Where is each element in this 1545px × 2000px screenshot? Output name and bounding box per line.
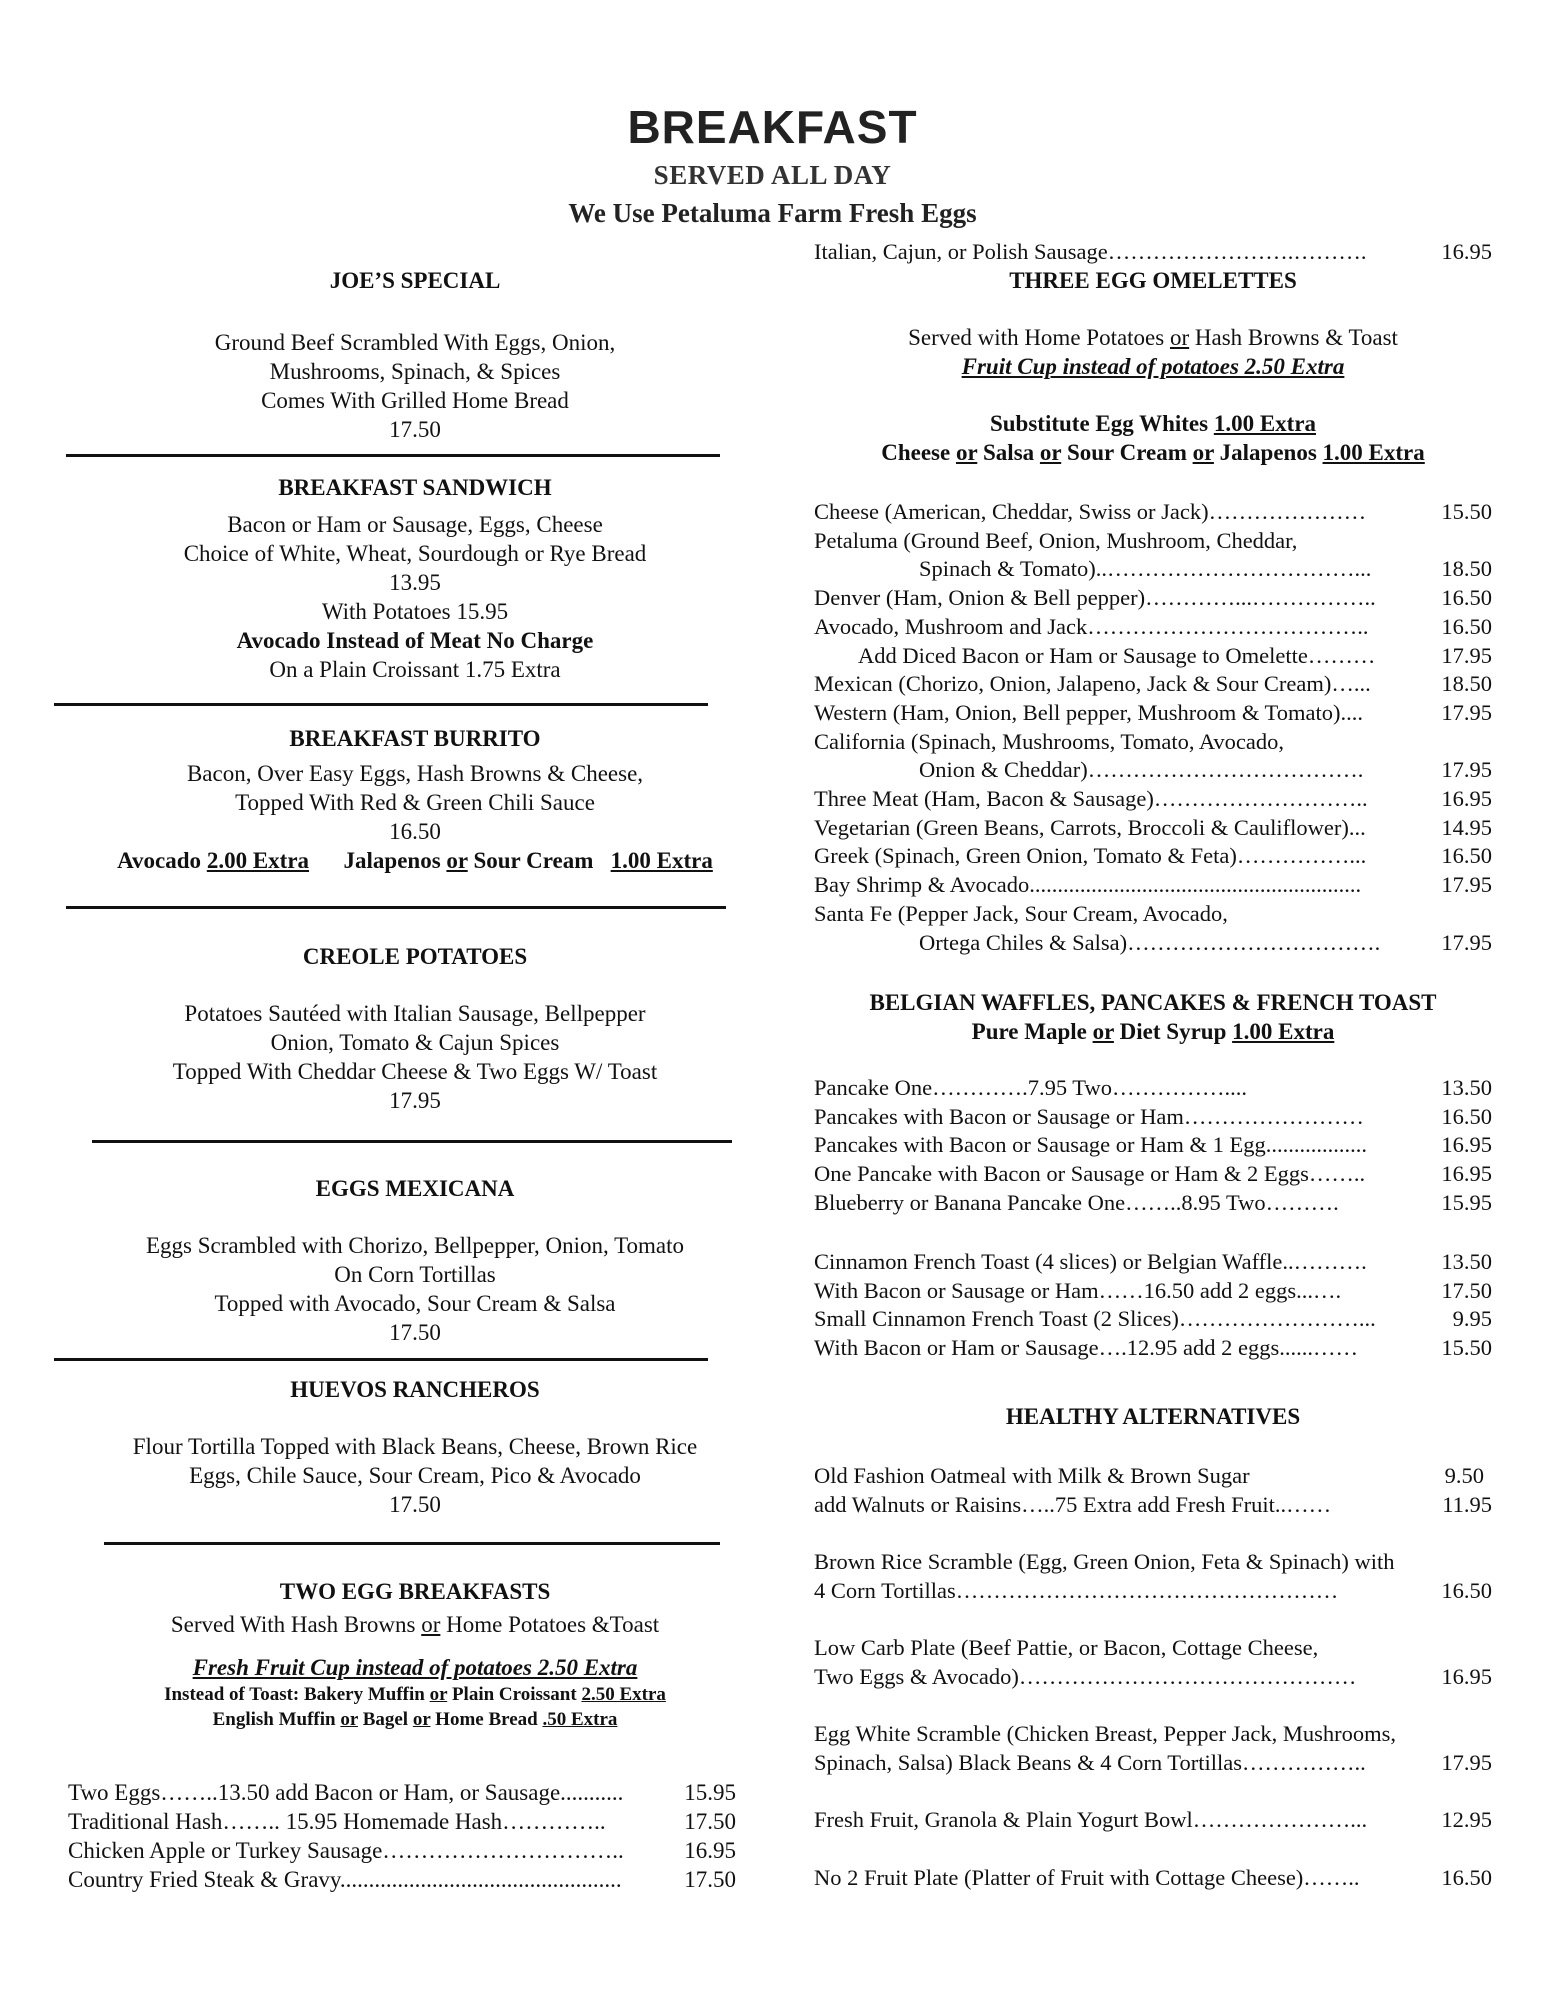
sausage-line (814, 238, 1492, 267)
menu-line: Italian, Cajun, or Polish Sausage…………………….………. 16.95 (814, 239, 1492, 264)
menu-line: California (Spinach, Mushrooms, Tomato, Avocado, (814, 728, 1285, 754)
breakfast-sandwich-section (0, 473, 830, 684)
menu-line: Onion & Cheddar)………………………………. 17.95 (919, 757, 1492, 783)
healthy-list-5 (814, 1806, 1492, 1835)
egg-whites-note: Substitute Egg Whites 1.00 Extra (989, 411, 1317, 436)
menu-line: Two Eggs & Avocado)……………………………………… 16.95 (814, 1663, 1492, 1689)
item-desc: Onion, Tomato & Cajun Spices (270, 1030, 560, 1055)
menu-line: Cinnamon French Toast (4 slices) or Belgian Waffle..………. 13.50 (814, 1249, 1492, 1274)
section-title: BREAKFAST SANDWICH (278, 475, 552, 500)
menu-line: Small Cinnamon French Toast (2 Slices)……………………... 9.95 (814, 1306, 1492, 1332)
item-desc: Choice of White, Wheat, Sourdough or Rye Bread (183, 541, 647, 566)
two-egg-section (0, 1577, 830, 1732)
two-egg-list (68, 1778, 736, 1894)
menu-line: 4 Corn Tortillas…………………………………………… 16.50 (814, 1577, 1492, 1603)
menu-line: One Pancake with Bacon or Sausage or Ham & 2 Eggs…….. 16.95 (814, 1161, 1492, 1187)
french-toast-list (814, 1248, 1492, 1363)
item-price: 17.95 (389, 1088, 441, 1113)
item-desc: On Corn Tortillas (334, 1262, 496, 1287)
item-price: 17.50 (389, 1492, 441, 1517)
menu-line: With Bacon or Sausage or Ham……16.50 add 2 eggs...…. 17.50 (814, 1277, 1492, 1303)
menu-title: BREAKFAST (627, 101, 918, 153)
healthy-header (814, 1402, 1492, 1431)
item-desc: Bacon, Over Easy Eggs, Hash Browns & Cheese, (186, 761, 644, 786)
breakfast-burrito-section (0, 724, 830, 875)
section-title: HUEVOS RANCHEROS (290, 1377, 540, 1402)
menu-line: Avocado, Mushroom and Jack……………………………….. 16.50 (814, 613, 1492, 639)
creole-potatoes-section (0, 942, 830, 1115)
divider (66, 906, 726, 909)
item-desc: Comes With Grilled Home Bread (261, 388, 569, 413)
healthy-list-3 (814, 1634, 1492, 1691)
section-title: CREOLE POTATOES (302, 944, 528, 969)
item-option: On a Plain Croissant 1.75 Extra (269, 657, 561, 682)
menu-line: Blueberry or Banana Pancake One……..8.95 Two………. 15.95 (814, 1189, 1492, 1215)
healthy-list-1 (814, 1462, 1492, 1519)
healthy-list-6 (814, 1864, 1492, 1893)
divider (54, 1358, 708, 1361)
divider (66, 454, 720, 457)
omelette-served: Served with Home Potatoes or Hash Browns & Toast (908, 325, 1398, 350)
menu-line: Spinach & Tomato)..……………………………... 18.50 (919, 556, 1492, 582)
item-price: 17.50 (389, 1320, 441, 1345)
menu-line: Old Fashion Oatmeal with Milk & Brown Sugar 9.50 (814, 1463, 1484, 1488)
item-desc: Topped With Red & Green Chili Sauce (235, 790, 595, 815)
menu-line: Brown Rice Scramble (Egg, Green Onion, Feta & Spinach) with (814, 1549, 1395, 1574)
eggs-mexicana-section (0, 1174, 830, 1347)
item-desc: Mushrooms, Spinach, & Spices (269, 359, 561, 384)
section-title: JOE’S SPECIAL (329, 268, 501, 293)
syrup-note: Pure Maple or Diet Syrup 1.00 Extra (971, 1019, 1335, 1044)
muffin-note: English Muffin or Bagel or Home Bread .50 Extra (212, 1709, 618, 1730)
section-title: BREAKFAST BURRITO (289, 726, 541, 751)
section-title: HEALTHY ALTERNATIVES (1005, 1404, 1301, 1429)
menu-line: With Bacon or Ham or Sausage….12.95 add 2 eggs......…… 15.50 (814, 1335, 1492, 1361)
divider (54, 703, 708, 706)
item-price: 13.95 (389, 570, 441, 595)
item-desc: Flour Tortilla Topped with Black Beans, Cheese, Brown Rice (132, 1434, 698, 1459)
item-desc: Bacon or Ham or Sausage, Eggs, Cheese (227, 512, 603, 537)
menu-line: Add Diced Bacon or Ham or Sausage to Omelette……… 17.95 (858, 642, 1492, 668)
section-title: BELGIAN WAFFLES, PANCAKES & FRENCH TOAST (869, 990, 1437, 1015)
menu-line: No 2 Fruit Plate (Platter of Fruit with Cottage Cheese)…….. 16.50 (814, 1865, 1492, 1890)
item-desc: Potatoes Sautéed with Italian Sausage, Bellpepper (184, 1001, 646, 1026)
menu-line: Fresh Fruit, Granola & Plain Yogurt Bowl…………………... 12.95 (814, 1807, 1492, 1832)
menu-line: Low Carb Plate (Beef Pattie, or Bacon, Cottage Cheese, (814, 1635, 1319, 1660)
burrito-extras: Avocado 2.00 Extra Jalapenos or Sour Cream 1.00 Extra (117, 848, 713, 873)
section-title: THREE EGG OMELETTES (1009, 268, 1297, 293)
item-option: With Potatoes 15.95 (321, 599, 509, 624)
item-desc: Topped with Avocado, Sour Cream & Salsa (214, 1291, 616, 1316)
eggs-note: We Use Petaluma Farm Fresh Eggs (568, 198, 977, 228)
menu-line: Pancakes with Bacon or Sausage or Ham & 1 Egg.................. 16.95 (814, 1132, 1492, 1158)
item-price: 17.50 (389, 417, 441, 442)
menu-line: Ortega Chiles & Salsa)……………………………. 17.95 (919, 929, 1492, 955)
menu-line: Cheese (American, Cheddar, Swiss or Jack)………………… 15.50 (814, 499, 1492, 524)
menu-line: Pancakes with Bacon or Sausage or Ham…………………… 16.50 (814, 1103, 1492, 1129)
item-desc: Ground Beef Scrambled With Eggs, Onion, (214, 330, 616, 355)
waffles-header (814, 988, 1492, 1046)
healthy-list-4 (814, 1720, 1492, 1777)
item-price: 16.50 (389, 819, 441, 844)
menu-line: Petaluma (Ground Beef, Onion, Mushroom, Cheddar, (814, 527, 1298, 553)
menu-subtitle: SERVED ALL DAY (653, 160, 892, 190)
fruit-cup-note: Fresh Fruit Cup instead of potatoes 2.50 Extra (192, 1655, 638, 1680)
two-egg-served: Served With Hash Browns or Home Potatoes &Toast (170, 1612, 660, 1637)
menu-line: Vegetarian (Green Beans, Carrots, Broccoli & Cauliflower)... 14.95 (814, 814, 1492, 840)
menu-line: Spinach, Salsa) Black Beans & 4 Corn Tortillas…………….. 17.95 (814, 1749, 1492, 1775)
menu-line: Western (Ham, Onion, Bell pepper, Mushroom & Tomato).... 17.95 (814, 699, 1492, 725)
item-option: Avocado Instead of Meat No Charge (236, 628, 594, 653)
item-desc: Eggs, Chile Sauce, Sour Cream, Pico & Avocado (189, 1463, 641, 1488)
divider (92, 1140, 732, 1143)
joes-special-section (0, 266, 830, 444)
menu-line: Bay Shrimp & Avocado........................................................... 17.95 (814, 872, 1492, 898)
item-desc: Topped With Cheddar Cheese & Two Eggs W/ Toast (172, 1059, 658, 1084)
menu-line: Three Meat (Ham, Bacon & Sausage)……………………….. 16.95 (814, 786, 1492, 812)
toast-note: Instead of Toast: Bakery Muffin or Plain Croissant 2.50 Extra (164, 1684, 666, 1705)
menu-line: Traditional Hash…….. 15.95 Homemade Hash………….. 17.50 (68, 1809, 736, 1834)
menu-line: Two Eggs……..13.50 add Bacon or Ham, or Sausage........... 15.95 (68, 1780, 736, 1805)
divider (104, 1542, 720, 1545)
menu-line: Country Fried Steak & Gravy................................................. 17.50 (68, 1867, 736, 1892)
item-desc: Eggs Scrambled with Chorizo, Bellpepper, Onion, Tomato (145, 1233, 685, 1258)
menu-line: add Walnuts or Raisins…..75 Extra add Fresh Fruit..…… 11.95 (814, 1491, 1492, 1517)
menu-line: Pancake One………….7.95 Two…………….... 13.50 (814, 1075, 1492, 1100)
cheese-extras-note: Cheese or Salsa or Sour Cream or Jalapenos 1.00 Extra (881, 440, 1425, 465)
omelettes-header (814, 266, 1492, 467)
omelette-list (814, 498, 1492, 957)
pancake-list (814, 1074, 1492, 1218)
menu-line: Santa Fe (Pepper Jack, Sour Cream, Avocado, (814, 900, 1228, 926)
menu-line: Egg White Scramble (Chicken Breast, Pepper Jack, Mushrooms, (814, 1721, 1396, 1746)
menu-line: Greek (Spinach, Green Onion, Tomato & Feta)……………... 16.50 (814, 843, 1492, 869)
huevos-rancheros-section (0, 1375, 830, 1519)
menu-line: Mexican (Chorizo, Onion, Jalapeno, Jack & Sour Cream)…... 18.50 (814, 671, 1492, 697)
healthy-list-2 (814, 1548, 1492, 1605)
section-title: EGGS MEXICANA (315, 1176, 515, 1201)
fruit-cup-note: Fruit Cup instead of potatoes 2.50 Extra (961, 354, 1345, 379)
menu-line: Chicken Apple or Turkey Sausage………………………….. 16.95 (68, 1838, 736, 1863)
menu-line: Denver (Ham, Onion & Bell pepper)…………...…………….. 16.50 (814, 585, 1492, 611)
section-title: TWO EGG BREAKFASTS (279, 1579, 551, 1604)
